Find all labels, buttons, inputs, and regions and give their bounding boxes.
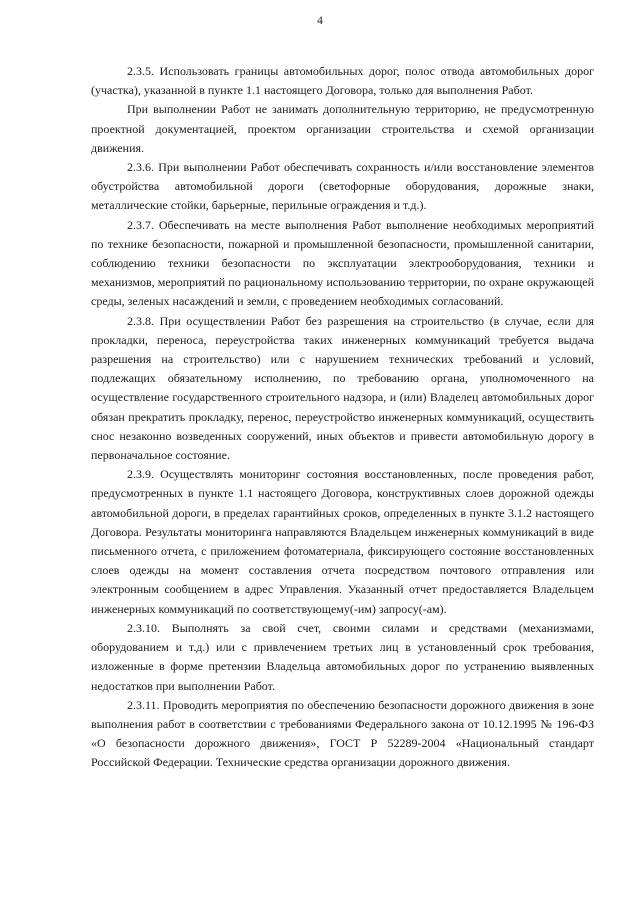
page-number: 4 xyxy=(317,15,323,27)
paragraph-2-3-5-continuation: При выполнении Работ не занимать дополнительную территорию, не предусмотренную проектной документацией, проектом организации строительства и схемой организации движения. xyxy=(91,102,594,155)
paragraph-2-3-6: 2.3.6. При выполнении Работ обеспечивать сохранность и/или восстановление элементов обустройства автомобильной дороги (светофорные оборудования, дорожные знаки, металлические стойки, барьерные, перильные ограждения и т.д.). xyxy=(91,160,594,213)
paragraph-2-3-5: 2.3.5. Использовать границы автомобильных дорог, полос отвода автомобильных дорог (участка), указанной в пункте 1.1 настоящего Договора, только для выполнения Работ. xyxy=(91,64,594,98)
paragraph-2-3-7: 2.3.7. Обеспечивать на месте выполнения Работ выполнение необходимых мероприятий по технике безопасности, пожарной и промышленной безопасности, промышленной санитарии, соблюдению техники безопасности по эксплуатации электрооборудования, техники и механизмов, мероприятий по рациональному использованию территории, по охране окружающей среды, зеленых насаждений и земли, с проведением необходимых согласований. xyxy=(91,217,594,309)
paragraph-2-3-9: 2.3.9. Осуществлять мониторинг состояния восстановленных, после проведения работ, предусмотренных в пункте 1.1 настоящего Договора, конструктивных слоев дорожной одежды автомобильной дороги, в пределах гарантийных сроков, определенных в пункте 3.1.2 настоящего Договора. Результаты мониторинга направляются Владельцем инженерных коммуникаций в виде письменного отчета, с приложением фотоматериала, фиксирующего состояние восстановленных слоев одежды на момент составления отчета посредством почтового отправления или электронным сообщением в адрес Управления. Указанный отчет предоставляется Владельцем инженерных коммуникаций по соответствующему(-им) запросу(-ам). xyxy=(91,467,594,616)
paragraph-2-3-11: 2.3.11. Проводить мероприятия по обеспечению безопасности дорожного движения в зоне выполнения работ в соответствии с требованиями Федерального закона от 10.12.1995 № 196-ФЗ «О безопасности дорожного движения», ГОСТ Р 52289-2004 «Национальный стандарт Российской Федерации. Технические средства организации дорожного движения. xyxy=(91,697,594,770)
paragraph-2-3-10: 2.3.10. Выполнять за свой счет, своими силами и средствами (механизмами, оборудованием и т.д.) или с привлечением третьих лиц в установленный срок требования, изложенные в форме претензии Владельца автомобильных дорог по устранению выявленных недостатков при выполнении Работ. xyxy=(91,620,594,693)
paragraph-2-3-8: 2.3.8. При осуществлении Работ без разрешения на строительство (в случае, если для прокладки, переноса, переустройства таких инженерных коммуникаций требуется выдача разрешения на строительство) или с нарушением технических требований и условий, подлежащих обязательному исполнению, по требованию органа, уполномоченного на осуществление государственного строительного надзора, и (или) Владелец автомобильных дорог обязан прекратить прокладку, перенос, переустройство инженерных коммуникаций, осуществить снос незаконно возведенных сооружений, иных объектов и привести автомобильную дорогу в первоначальное состояние. xyxy=(91,313,594,463)
document-body xyxy=(91,62,594,773)
